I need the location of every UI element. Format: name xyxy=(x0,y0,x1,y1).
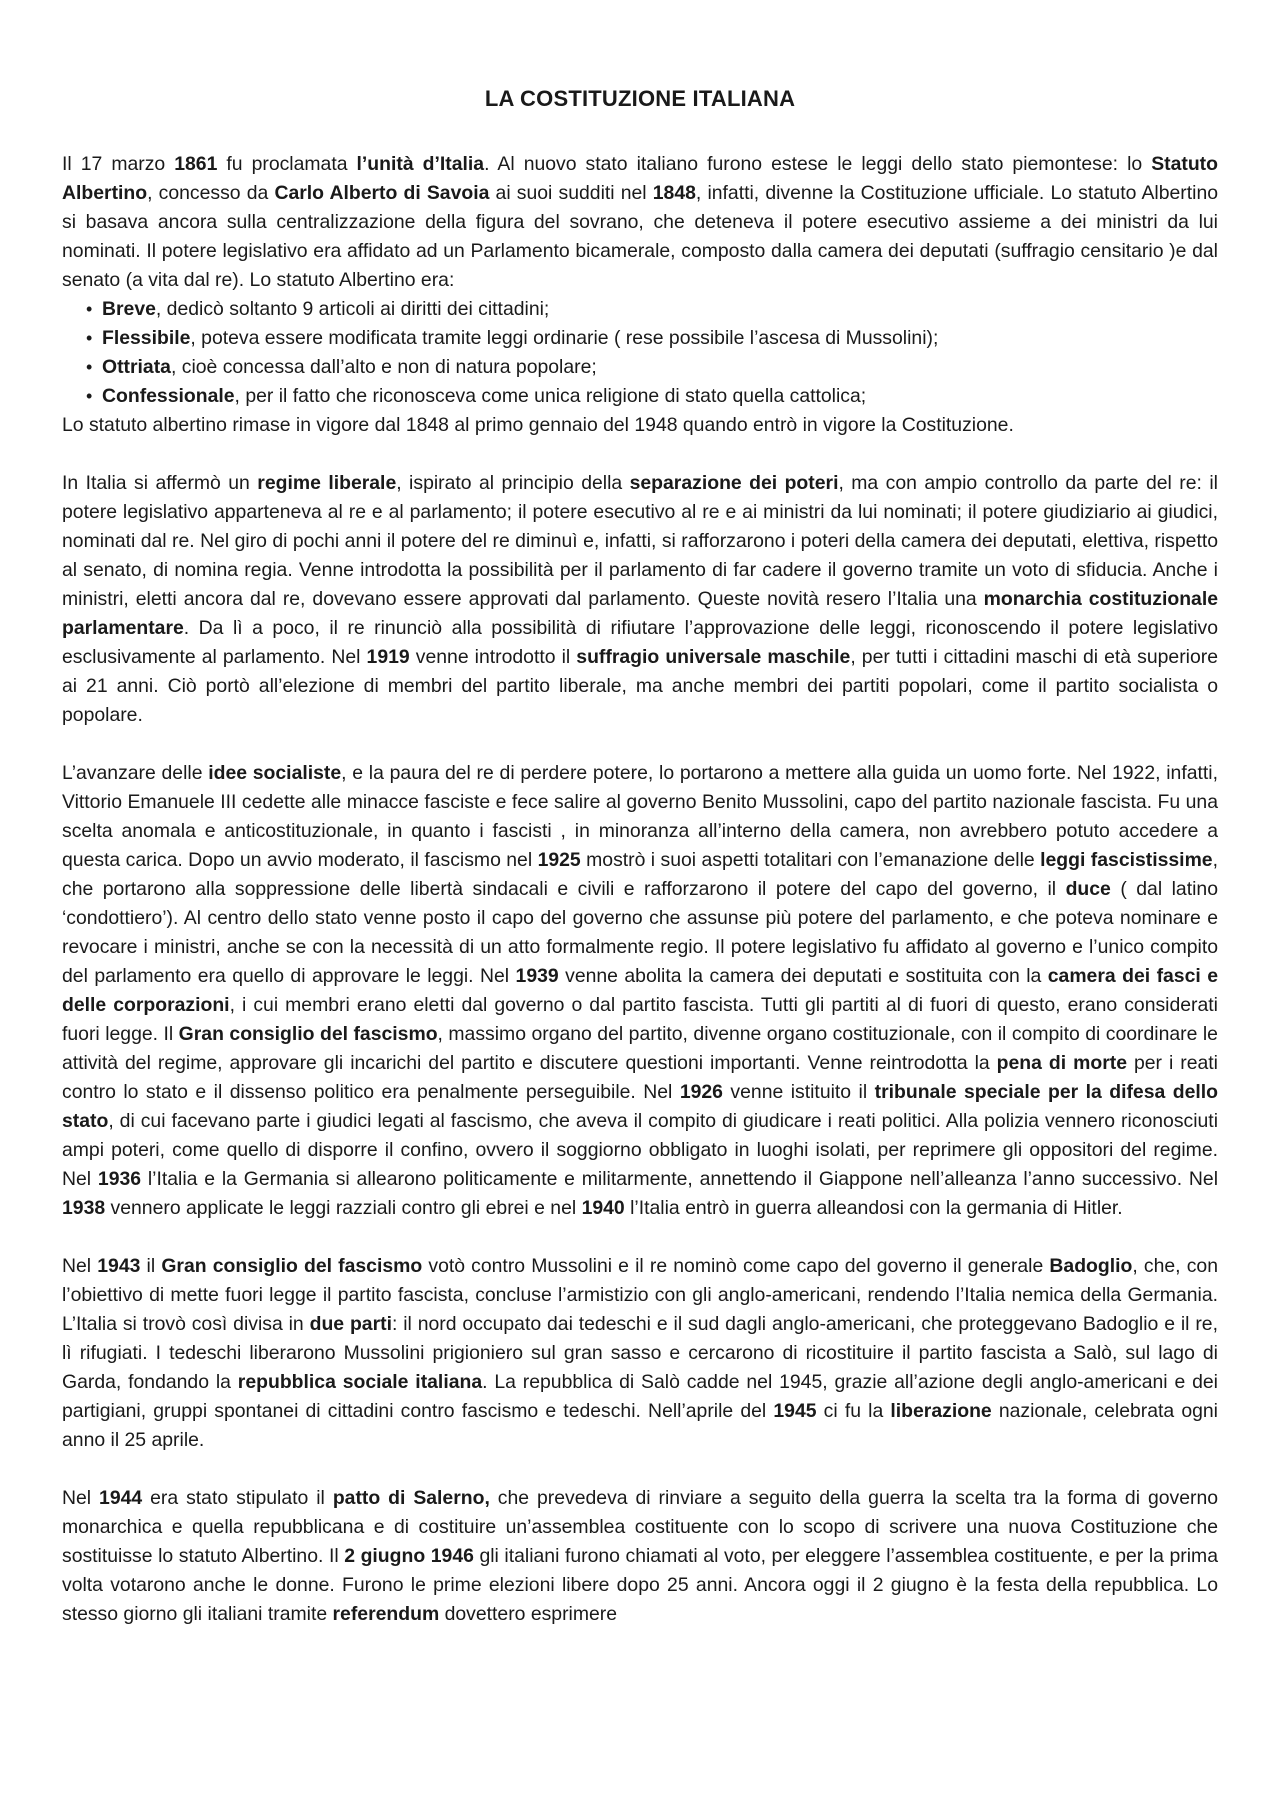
paragraph-regime-liberale: In Italia si affermò un regime liberale, ispirato al principio della separazione dei poteri, ma con ampio controllo da parte del re: il potere legislativo apparteneva al re e al parlamento; il potere esecutivo al re e ai ministri da lui nominati; il potere giudiziario ai giudici, nominati dal re. Nel giro di pochi anni il potere del re diminuì e, infatti, si rafforzarono i poteri della camera dei deputati, elettiva, rispetto al senato, di nomina regia. Venne introdotta la possibilità per il parlamento di far cadere il governo tramite un voto di sfiducia. Anche i ministri, eletti ancora dal re, dovevano essere approvati dal parlamento. Queste novità resero l’Italia una monarchia costituzionale parlamentare. Da lì a poco, il re rinunciò alla possibilità di rifiutare l’approvazione delle leggi, riconoscendo il potere legislativo esclusivamente al parlamento. Nel 1919 venne introdotto il suffragio universale maschile, per tutti i cittadini maschi di età superiore ai 21 anni. Ciò portò all’elezione di membri del partito liberale, ma anche membri dei partiti popolari, come il partito socialista o popolare. xyxy=(62,472,1218,726)
bullet-icon: • xyxy=(86,386,93,406)
bullet-icon: • xyxy=(86,299,93,319)
paragraph-statuto-end: Lo statuto albertino rimase in vigore dal 1848 al primo gennaio del 1948 quando entrò in vigore la Costituzione. xyxy=(62,414,1014,436)
statuto-features-list xyxy=(62,295,1218,411)
page-title: LA COSTITUZIONE ITALIANA xyxy=(484,86,796,111)
list-item: • Confessionale, per il fatto che riconosceva come unica religione di stato quella cattolica; xyxy=(90,382,1218,411)
bullet-icon: • xyxy=(86,328,93,348)
list-item: • Breve, dedicò soltanto 9 articoli ai diritti dei cittadini; xyxy=(90,295,1218,324)
paragraph-fascismo: L’avanzare delle idee socialiste, e la paura del re di perdere potere, lo portarono a mettere alla guida un uomo forte. Nel 1922, infatti, Vittorio Emanuele III cedette alle minacce fasciste e fece salire al governo Benito Mussolini, capo del partito nazionale fascista. Fu una scelta anomala e anticostituzionale, in quanto i fascisti , in minoranza all’interno della camera, non avrebbero potuto accedere a questa carica. Dopo un avvio moderato, il fascismo nel 1925 mostrò i suoi aspetti totalitari con l’emanazione delle leggi fascistissime, che portarono alla soppressione delle libertà sindacali e civili e rafforzarono il potere del capo del governo, il duce ( dal latino ‘condottiero’). Al centro dello stato venne posto il capo del governo che assunse più potere del parlamento, e che poteva nominare e revocare i ministri, anche se con la necessità di un atto formalmente regio. Il potere legislativo fu affidato al governo e l’unico compito del parlamento era quello di approvare le leggi. Nel 1939 venne abolita la camera dei deputati e sostituita con la camera dei fasci e delle corporazioni, i cui membri erano eletti dal governo o dal partito fascista. Tutti gli partiti al di fuori di questo, erano considerati fuori legge. Il Gran consiglio del fascismo, massimo organo del partito, divenne organo costituzionale, con il compito di coordinare le attività del regime, approvare gli incarichi del partito e discutere questioni importanti. Venne reintrodotta la pena di morte per i reati contro lo stato e il dissenso politico era penalmente perseguibile. Nel 1926 venne istituito il tribunale speciale per la difesa dello stato, di cui facevano parte i giudici legati al fascismo, che aveva il compito di giudicare i reati politici. Alla polizia vennero riconosciuti ampi poteri, come quello di disporre il confino, ovvero il soggiorno obbligato in luoghi isolati, per reprimere gli oppositori del regime. Nel 1936 l’Italia e la Germania si allearono politicamente e militarmente, annettendo il Giappone nell’alleanza l’anno successivo. Nel 1938 vennero applicate le leggi razziali contro gli ebrei e nel 1940 l’Italia entrò in guerra alleandosi con la germania di Hitler. xyxy=(62,762,1219,1219)
list-item: • Ottriata, cioè concessa dall’alto e non di natura popolare; xyxy=(90,353,1218,382)
bullet-icon: • xyxy=(86,357,93,377)
paragraph-1943: Nel 1943 il Gran consiglio del fascismo votò contro Mussolini e il re nominò come capo del governo il generale Badoglio, che, con l’obiettivo di mette fuori legge il partito fascista, concluse l’armistizio con gli anglo-americani, rendendo l’Italia nemica della Germania. L’Italia si trovò così divisa in due parti: il nord occupato dai tedeschi e il sud dagli anglo-americani, che proteggevano Badoglio e il re, lì rifugiati. I tedeschi liberarono Mussolini prigioniero sul gran sasso e cercarono di ricostituire il partito fascista a Salò, sul lago di Garda, fondando la repubblica sociale italiana. La repubblica di Salò cadde nel 1945, grazie all’azione degli anglo-americani e dei partigiani, gruppi spontanei di cittadini contro fascismo e tedeschi. Nell’aprile del 1945 ci fu la liberazione nazionale, celebrata ogni anno il 25 aprile. xyxy=(62,1255,1218,1451)
list-item: • Flessibile, poteva essere modificata tramite leggi ordinarie ( rese possibile l’ascesa di Mussolini); xyxy=(90,324,1218,353)
paragraph-statuto: Il 17 marzo 1861 fu proclamata l’unità d’Italia. Al nuovo stato italiano furono estese le leggi dello stato piemontese: lo Statuto Albertino, concesso da Carlo Alberto di Savoia ai suoi sudditi nel 1848, infatti, divenne la Costituzione ufficiale. Lo statuto Albertino si basava ancora sulla centralizzazione della figura del sovrano, che deteneva il potere esecutivo assieme a dei ministri da lui nominati. Il potere legislativo era affidato ad un Parlamento bicamerale, composto dalla camera dei deputati (suffragio censitario )e dal senato (a vita dal re). Lo statuto Albertino era: xyxy=(62,153,1219,291)
paragraph-1946: Nel 1944 era stato stipulato il patto di Salerno, che prevedeva di rinviare a seguito della guerra la scelta tra la forma di governo monarchica e quella repubblicana e di costituire un’assemblea costituente con lo scopo di scrivere una nuova Costituzione che sostituisse lo statuto Albertino. Il 2 giugno 1946 gli italiani furono chiamati al voto, per eleggere l’assemblea costituente, e per la prima volta votarono anche le donne. Furono le prime elezioni libere dopo 25 anni. Ancora oggi il 2 giugno è la festa della repubblica. Lo stesso giorno gli italiani tramite referendum dovettero esprimere xyxy=(62,1487,1219,1625)
